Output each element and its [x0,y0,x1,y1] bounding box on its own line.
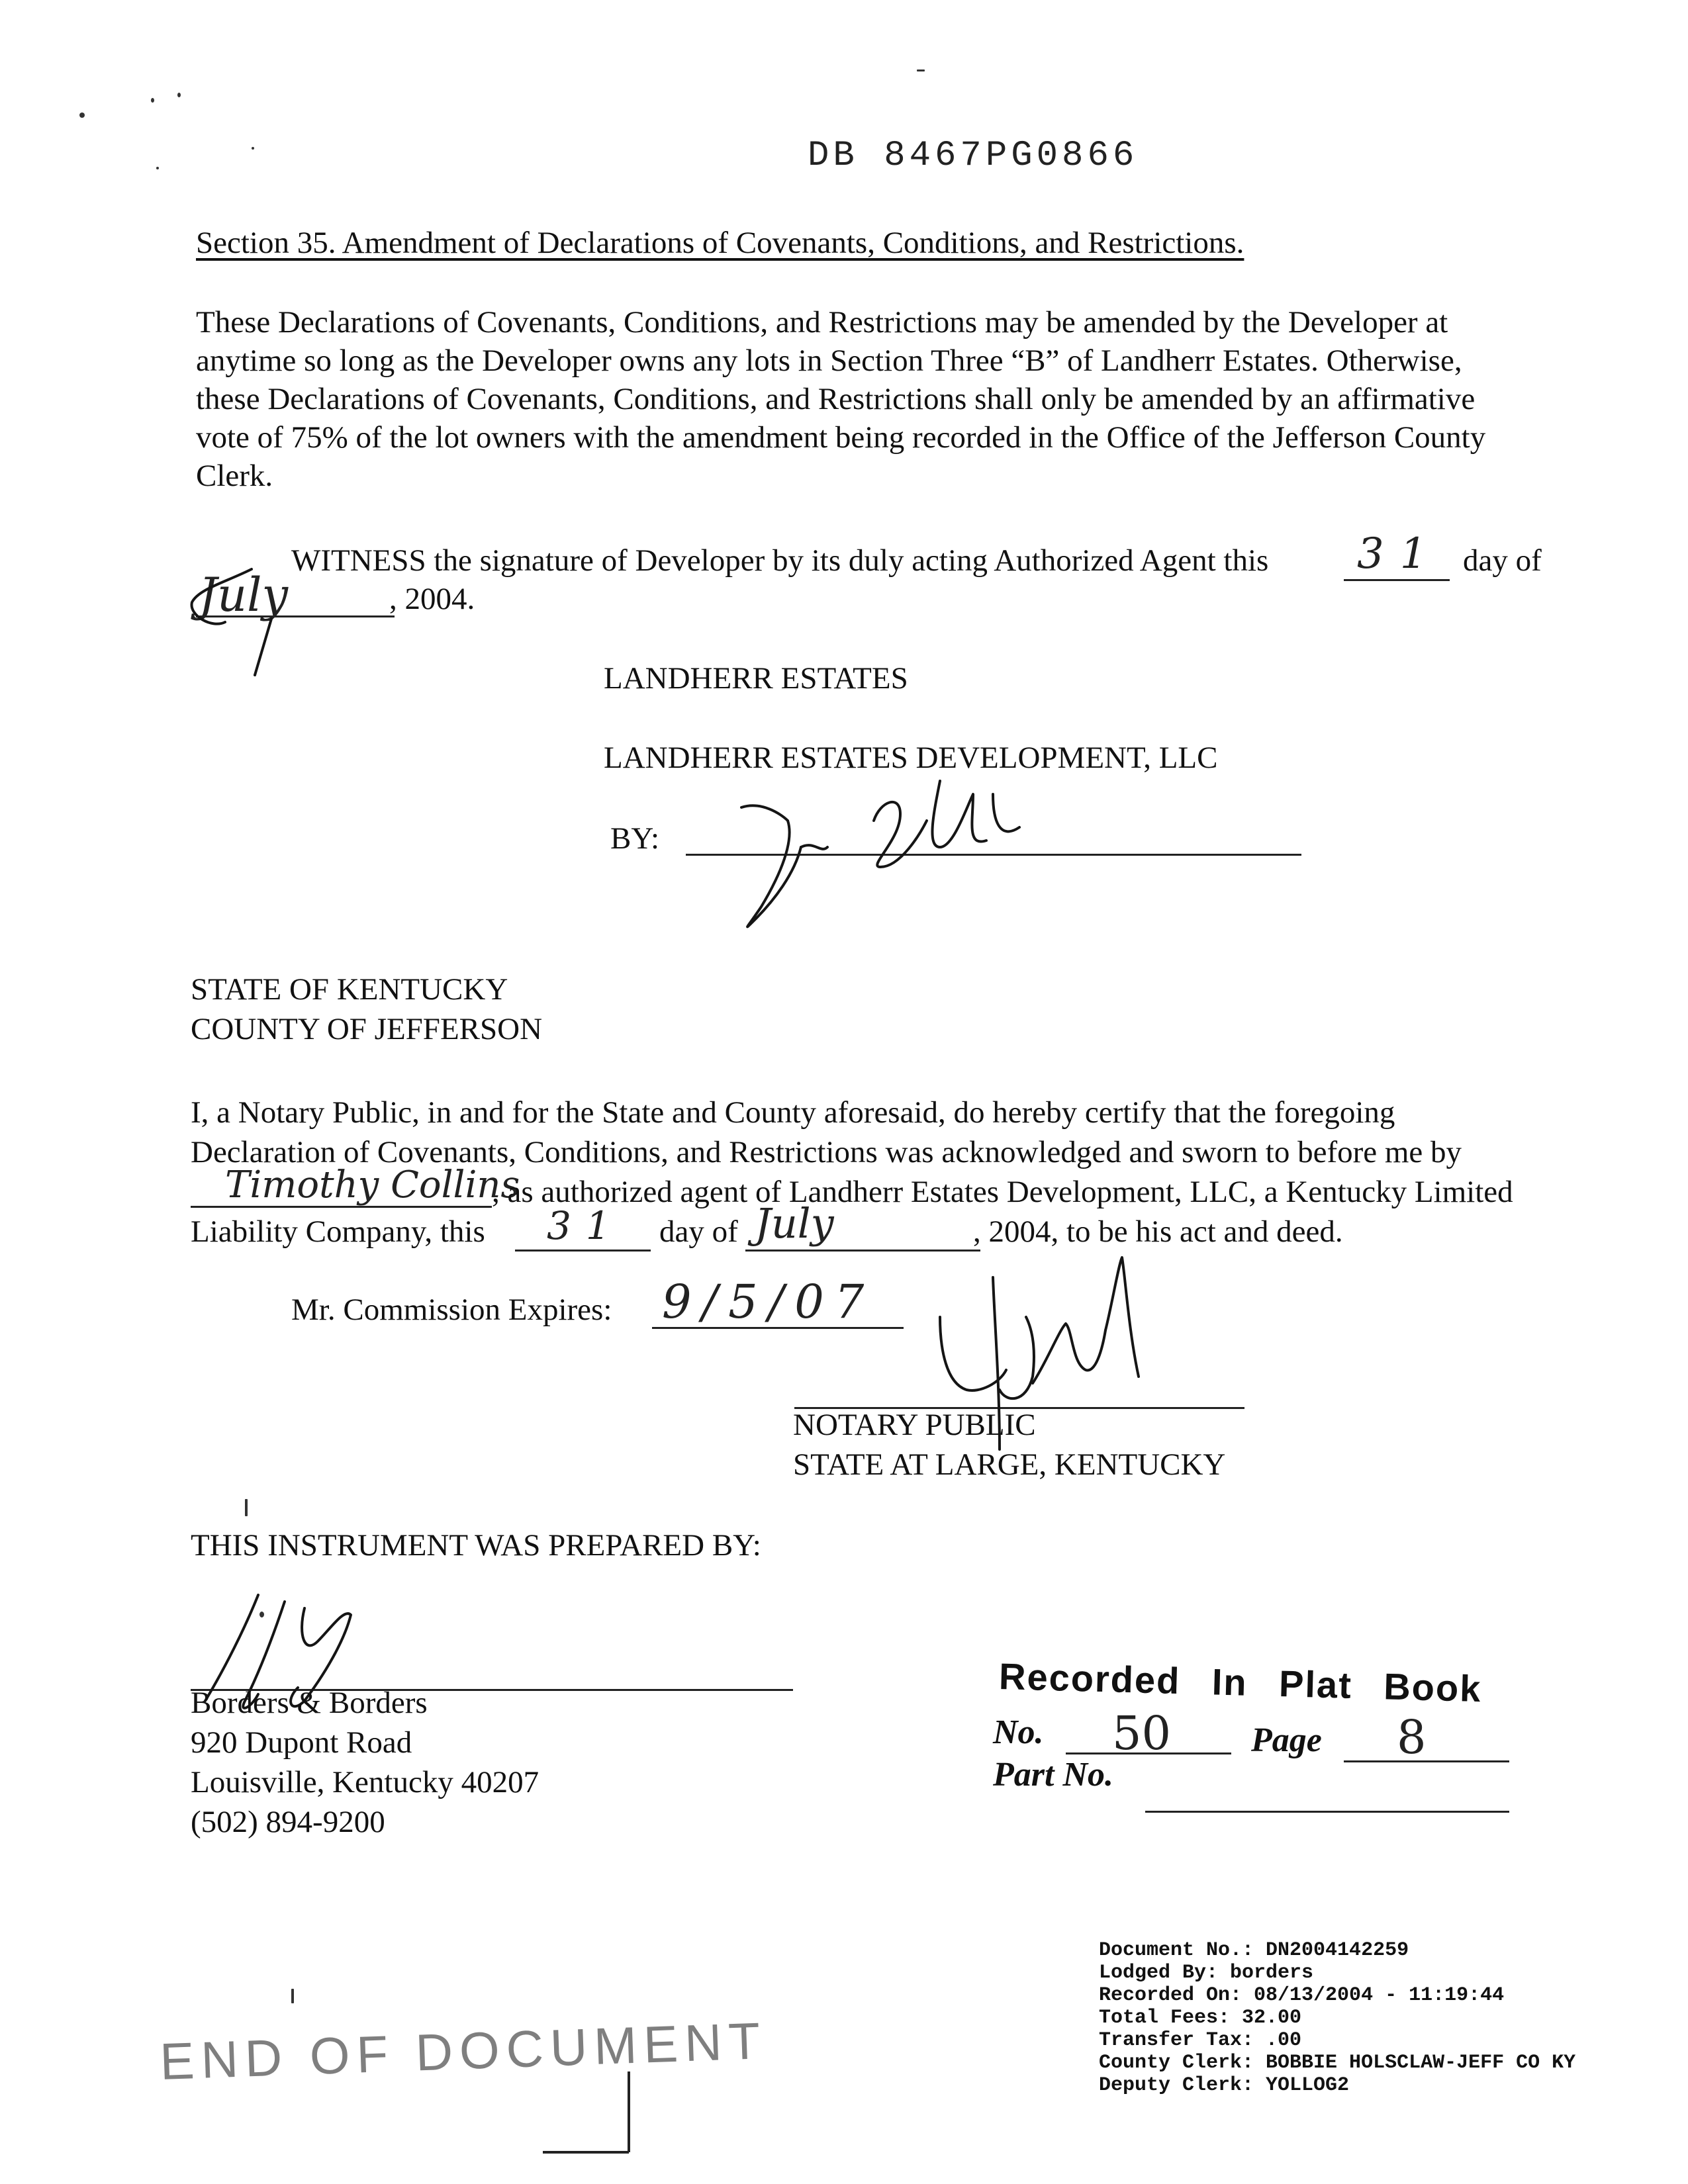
plat-no-value: 50 [1112,1706,1172,1760]
notary-line-4-end: , 2004, to be his act and deed. [973,1214,1343,1249]
notary-agent-handwritten: Timothy Collins [225,1163,520,1206]
notary-month-handwritten: July [755,1199,834,1248]
developer-signature [702,768,1072,940]
witness-day-of: day of [1463,543,1542,578]
preparer-name: Borders & Borders [191,1686,428,1720]
scan-speck [917,69,925,71]
signatory-estates: LANDHERR ESTATES [604,661,908,696]
scan-speck [156,167,159,169]
plat-stamp-part-label: Part No. [993,1756,1113,1794]
plat-book-stamp [993,1655,1536,1827]
scan-speck [291,1989,294,2003]
paragraph-line: vote of 75% of the lot owners with the amendment being recorded in the Office of the Jefferson County [196,420,1486,455]
witness-year: , 2004. [389,582,475,616]
preparer-address-2: Louisville, Kentucky 40207 [191,1765,539,1799]
scan-speck [177,93,181,97]
notary-title-1: NOTARY PUBLIC [793,1408,1036,1442]
scan-speck [79,113,85,118]
section-title: Section 35. Amendment of Declarations of Covenants, Conditions, and Restrictions. [196,226,1244,260]
venue-county: COUNTY OF JEFFERSON [191,1012,543,1046]
commission-label: Mr. Commission Expires: [291,1293,612,1327]
venue-state: STATE OF KENTUCKY [191,972,508,1007]
witness-day-handwritten: 31 [1357,529,1443,578]
stamp-corner-right [628,2071,630,2152]
stamp-corner-bottom [543,2151,629,2154]
witness-month-flourish [172,556,305,688]
notary-line-1: I, a Notary Public, in and for the State and County aforesaid, do hereby certify that the foregoing [191,1095,1395,1130]
notary-line-4-start: Liability Company, this [191,1214,485,1249]
preparer-phone: (502) 894-9200 [191,1805,385,1839]
by-label: BY: [610,821,660,856]
notary-line-2: Declaration of Covenants, Conditions, and Restrictions was acknowledged and sworn to before me by [191,1135,1462,1169]
notary-day-handwritten: 31 [547,1203,625,1248]
notary-line-4-dayof: day of [659,1214,738,1249]
plat-stamp-page-label: Page [1251,1721,1322,1759]
plat-page-value: 8 [1397,1710,1427,1764]
commission-date-handwritten: 9/5/07 [662,1275,875,1329]
receipt-line: Total Fees: 32.00 [1099,2007,1302,2029]
receipt-line: Lodged By: borders [1099,1962,1314,1984]
receipt-line: County Clerk: BOBBIE HOLSCLAW-JEFF CO KY [1099,2052,1576,2074]
plat-page-line [1344,1760,1509,1762]
notary-day-line [515,1250,651,1251]
receipt-line: Recorded On: 08/13/2004 - 11:19:44 [1099,1984,1505,2007]
receipt-line: Document No.: DN2004142259 [1099,1939,1409,1962]
scan-speck [252,147,254,150]
plat-stamp-no-label: No. [993,1713,1044,1751]
plat-stamp-heading: Recorded In Plat Book [998,1655,1483,1710]
paragraph-line: anytime so long as the Developer owns any lots in Section Three “B” of Landherr Estates. Otherwise, [196,343,1462,378]
notary-title-2: STATE AT LARGE, KENTUCKY [793,1447,1226,1482]
paragraph-line: Clerk. [196,459,273,493]
plat-part-line [1145,1811,1509,1813]
receipt-line: Deputy Clerk: YOLLOG2 [1099,2074,1350,2097]
paragraph-line: These Declarations of Covenants, Conditions, and Restrictions may be amended by the Developer at [196,305,1448,340]
receipt-line: Transfer Tax: .00 [1099,2029,1302,2052]
signatory-company: LANDHERR ESTATES DEVELOPMENT, LLC [604,741,1218,775]
notary-line-3: , as authorized agent of Landherr Estates Development, LLC, a Kentucky Limited [492,1175,1513,1209]
end-of-document-stamp: END OF DOCUMENT [159,2011,768,2091]
preparer-address-1: 920 Dupont Road [191,1725,412,1760]
witness-month-handwritten: July [199,568,289,622]
scan-speck [151,98,154,103]
scan-speck [245,1499,248,1516]
paragraph-line: these Declarations of Covenants, Conditions, and Restrictions shall only be amended by an affirmative [196,382,1476,416]
witness-text: WITNESS the signature of Developer by its duly acting Authorized Agent this [291,543,1269,578]
book-page-stamp: DB 8467PG0866 [808,136,1139,176]
preparer-heading: THIS INSTRUMENT WAS PREPARED BY: [191,1528,761,1563]
witness-day-line [1344,579,1450,581]
